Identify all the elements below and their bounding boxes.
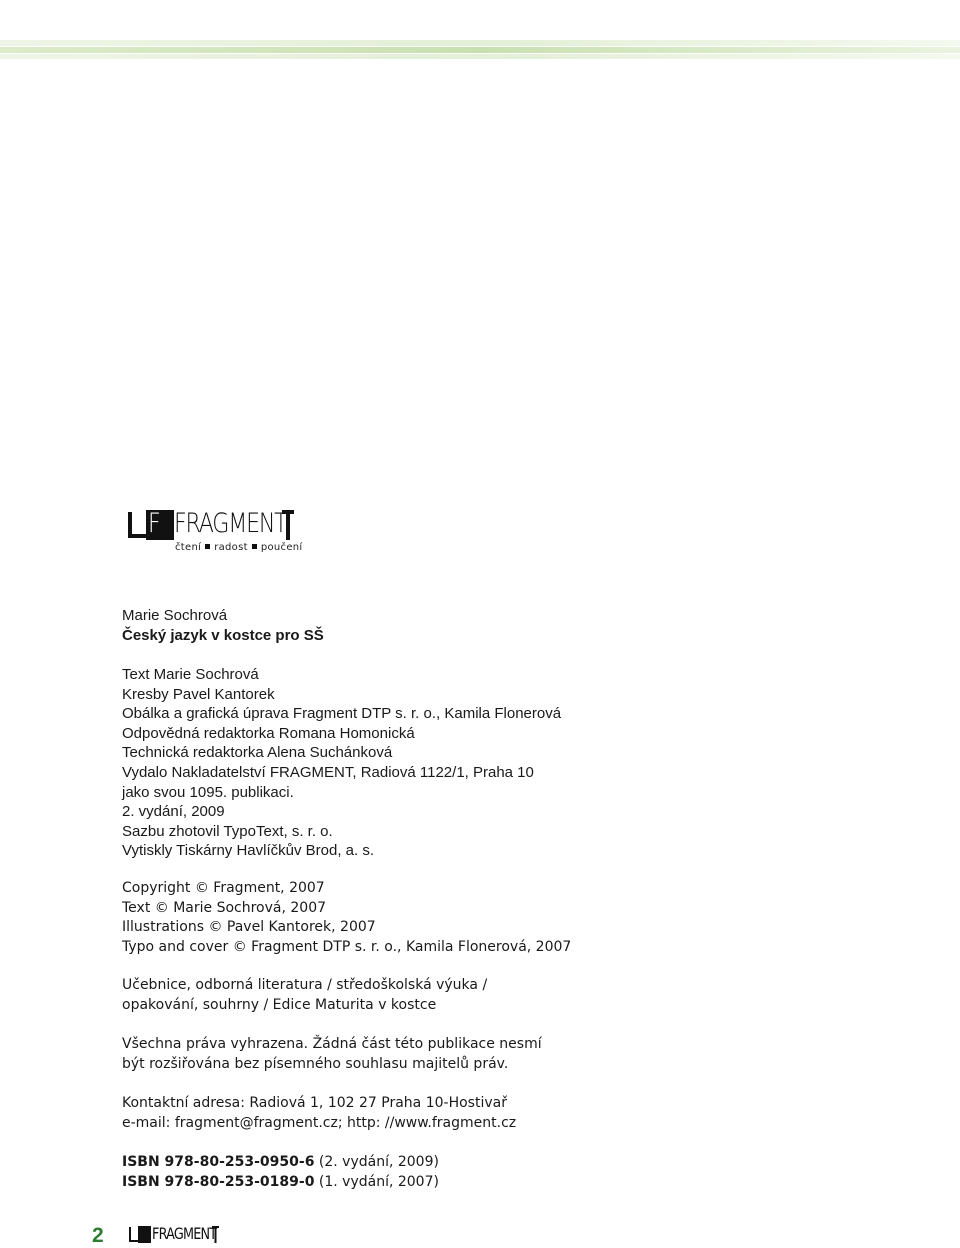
band-stripe-bottom [0,54,960,59]
title-block [122,606,324,645]
isbn-note: (1. vydání, 2007) [314,1173,439,1190]
copyright-line: Copyright © Fragment, 2007 [122,880,325,896]
isbn-block [122,1153,439,1192]
category-line: opakování, souhrny / Edice Maturita v kostce [122,996,437,1013]
book-title: Český jazyk v kostce pro SŠ [122,626,324,644]
logo-wordmark-text: FRAGMENT [174,508,287,539]
credit-line: Vytiskly Tiskárny Havlíčkův Brod, a. s. [122,842,375,860]
credit-line: jako svou 1095. publikaci. [122,783,294,801]
band-stripe-middle [0,47,960,53]
tagline-separator [252,544,257,549]
logo-wordmark: F [148,508,160,539]
tagline-separator [205,544,210,549]
author-name: Marie Sochrová [122,607,228,624]
credit-line: 2. vydání, 2009 [122,803,225,821]
copyright-block [122,879,571,957]
isbn-line [122,1153,439,1173]
footer-logo [128,1224,220,1246]
contact-web: e-mail: fragment@fragment.cz; http: //www.fragment.cz [122,1114,517,1131]
credits-block [122,665,561,861]
top-decorative-band [0,40,960,62]
isbn-code: ISBN 978-80-253-0950-6 [122,1154,315,1170]
tagline-word-1: čtení [175,542,202,553]
rights-line: být rozšiřována bez písemného souhlasu majitelů práv. [122,1055,509,1072]
footer-logo-wordmark: FRAGMENT [152,1224,217,1243]
category-line: Učebnice, odborná literatura / středoškolská výuka / [122,977,488,993]
credit-line: Odpovědná redaktorka Romana Homonická [122,724,415,742]
copyright-line: Text © Marie Sochrová, 2007 [122,899,327,916]
page-number: 2 [92,1224,104,1247]
fragment-logo [126,504,303,558]
credit-line: Sazbu zhotovil TypoText, s. r. o. [122,822,333,840]
rights-block [122,1035,542,1074]
contact-block [122,1094,516,1133]
isbn-line [122,1173,439,1193]
credit-line: Vydalo Nakladatelství FRAGMENT, Radiová 1122/1, Praha 10 [122,763,534,781]
credit-line: Obálka a grafická úprava Fragment DTP s. r. o., Kamila Flonerová [122,705,562,723]
band-stripe-top [0,40,960,46]
credit-line: Text Marie Sochrová [122,666,259,683]
copyright-line: Illustrations © Pavel Kantorek, 2007 [122,919,376,936]
rights-line: Všechna práva vyhrazena. Žádná část této publikace nesmí [122,1036,542,1052]
categories-block [122,976,487,1015]
logo-tagline [175,542,303,553]
isbn-note: (2. vydání, 2009) [314,1154,439,1170]
tagline-word-3: poučení [260,542,303,553]
copyright-line: Typo and cover © Fragment DTP s. r. o., Kamila Flonerová, 2007 [122,938,572,955]
credit-line: Kresby Pavel Kantorek [122,685,275,703]
credit-line: Technická redaktorka Alena Suchánková [122,744,393,762]
contact-address: Kontaktní adresa: Radiová 1, 102 27 Praha 10-Hostivař [122,1095,507,1111]
tagline-word-2: radost [214,542,248,553]
isbn-code: ISBN 978-80-253-0189-0 [122,1173,315,1190]
